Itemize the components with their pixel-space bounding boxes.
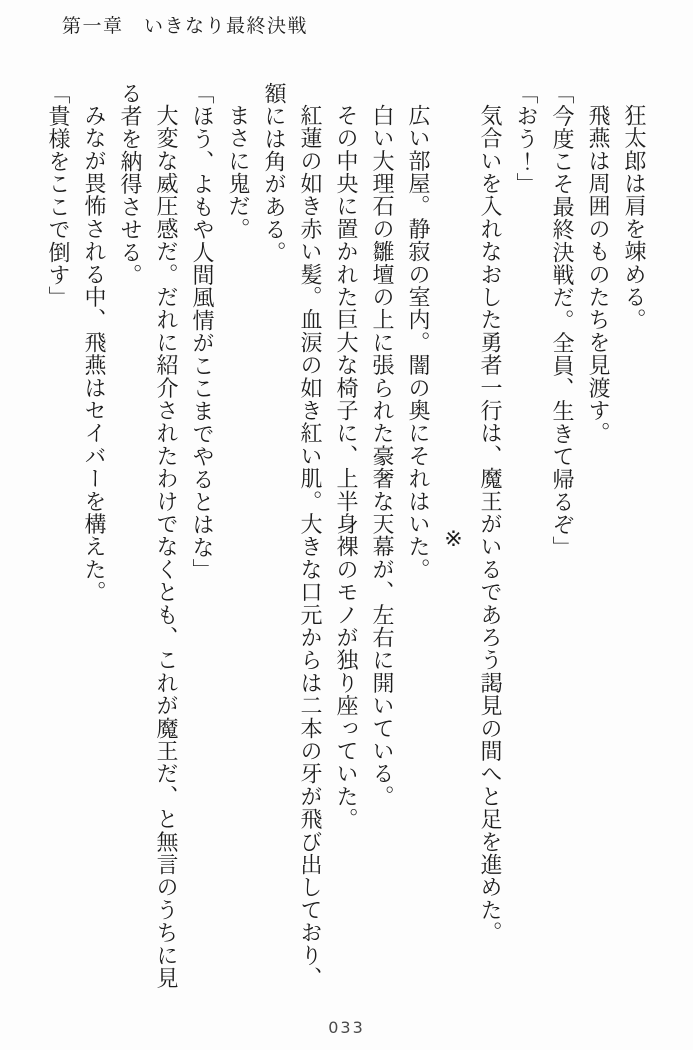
paragraph-line: その中央に置かれた巨大な椅子に、上半身裸のモノが独り座っていた。	[333, 104, 358, 831]
paragraph-line: まさに鬼だ。	[225, 104, 250, 241]
dialogue-line: 「今度こそ最終決戦だ。全員、生きて帰るぞ」	[549, 82, 574, 559]
section-divider: ※	[441, 527, 466, 553]
paragraph-continuation-line: る者を納得させる。	[117, 82, 142, 287]
paragraph-line: 紅蓮の如き赤い髪。血涙の如き紅い肌。大きな口元からは二本の牙が飛び出しており、	[297, 104, 322, 990]
paragraph-line: みなが畏怖される中、飛燕はセイバーを構えた。	[81, 104, 106, 604]
chapter-header: 第一章 いきなり最終決戦	[62, 15, 309, 37]
paragraph-line: 飛燕は周囲のものたちを見渡す。	[585, 104, 610, 445]
paragraph-continuation-line: 額には角がある。	[261, 82, 286, 264]
paragraph-line: 大変な威圧感だ。だれに紹介されたわけでなくとも、これが魔王だ、と無言のうちに見	[153, 104, 178, 990]
dialogue-line: 「おう！」	[513, 82, 538, 196]
dialogue-line: 「ほう、よもや人間風情がここまでやるとはな」	[189, 82, 214, 582]
paragraph-line: 白い大理石の雛壇の上に張られた豪奢な天幕が、左右に開いている。	[369, 104, 394, 808]
paragraph-line: 狂太郎は肩を竦める。	[621, 104, 646, 331]
text-body	[39, 82, 651, 998]
page-number: 033	[328, 1018, 365, 1037]
dialogue-line: 「貴様をここで倒す」	[45, 82, 70, 309]
paragraph-line: 広い部屋。静寂の室内。闇の奥にそれはいた。	[405, 104, 430, 581]
paragraph-line: 気合いを入れなおした勇者一行は、魔王がいるであろう謁見の間へと足を進めた。	[477, 104, 502, 944]
